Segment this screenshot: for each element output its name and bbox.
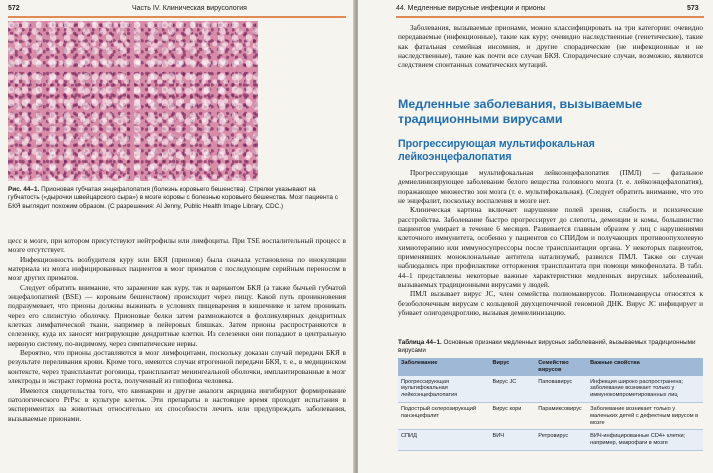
right-paragraph: ПМЛ вызывает вирус JC, член семейства полиомавирусов. Полиомавирусы относятся к безоболочечным вирусам с кольцевой двухцепочечной геномной ДНК. Вирус JC инфицирует и убивает олигодендроглию, вызывая демиелинизацию. (398, 289, 703, 318)
table-caption (398, 339, 703, 355)
table-row (398, 376, 703, 403)
table-cell: Вирус JC (490, 376, 536, 403)
table-cell: Вирус кори (490, 402, 536, 429)
table-cell: СПИД (398, 430, 490, 451)
right-header-rule (396, 16, 704, 18)
left-page-number: 572 (8, 5, 20, 12)
left-paragraph: цесс в мозге, при котором присутствуют нейтрофилы или лимфоциты. При TSE воспалительный процесс в мозге отсутствует. (8, 236, 346, 255)
right-paragraph: Прогрессирующая мультифокальная лейкоэнцефалопатия (ПМЛ) — фатальное демиелинизирующее заболевание белого вещества головного мозга (т. е. лейкоэнцефалопатия), поражающее множество зон мозга (т. е. мультифокальная). (Следует обратить внимание, что это не энцефалит, поскольку воспаления в мозге нет. (398, 168, 703, 206)
table-cell: Инфекция широко распространена; заболевание возникает только у иммунокомпрометированных лиц (587, 376, 703, 403)
table-caption-label: Таблица 44–1. (398, 339, 442, 346)
left-page (0, 0, 355, 473)
table-caption-text: Основные признаки медленных вирусных заболеваний, вызываемых традиционными вирусами (398, 339, 696, 354)
table-header-cell: Семейство вирусов (535, 358, 587, 376)
table-header-cell: Важные свойства (587, 358, 703, 376)
right-body (398, 168, 703, 318)
table-header-row (398, 358, 703, 376)
subsection-title: Прогрессирующая мультифокальная лейкоэнцефалопатия (398, 138, 595, 163)
left-header-rule (8, 16, 346, 18)
table-cell: Заболевание возникает только у маленьких детей с дефектным вирусом в мозге (587, 402, 703, 429)
left-running-head: Часть IV. Клиническая вирусология (132, 5, 247, 12)
slow-virus-table (398, 358, 703, 451)
table-cell: Паповавирус (535, 376, 587, 403)
section-title: Медленные заболевания, вызываемые традиционными вирусами (398, 97, 643, 126)
right-paragraph: Клиническая картина включает нарушение полей зрения, слабость и психические расстройства. Заболевание быстро прогрессирует до слепоты, деменции и комы, большинство пациентов умирает в течение 6 месяцев. Развивается главным образом у лиц с нарушениями клеточного иммунитета, особенно у пациентов со СПИДом и получающих противоопухолевую химиотерапию или иммуносупрессоры после трансплантации органа. У некоторых пациентов, применявших моноклональные антитела натализумаб, развился ПМЛ. Также он случаи наблюдались при профилактике отторжения трансплантата при помощи микофенолата. В табл. 44–1 представлены некоторые важные характеристики медленных вирусных заболеваний, вызываемых традиционными вирусами у людей. (398, 205, 703, 290)
intro-paragraph: Заболевания, вызываемые прионами, можно классифицировать на три категории: очевидно передаваемые (инфекционные), такие как куру; очевидно наследственные (генетические), такие как фатальная семейная инсомния, и другие спорадические (не инфекционные и не наследственные), такие как почти все случаи БКЯ. Спорадические случаи, возможно, являются следствием спонтанных соматических мутаций. (398, 23, 703, 70)
table-cell: Прогрессирующая мультифокальная лейкоэнцефалопатия (398, 376, 490, 403)
right-page-number: 573 (687, 5, 699, 12)
left-paragraph: Инфекционность возбудителя куру или БКЯ (прионов) была сначала установлена по инокуляции материала из мозга инфицированных пациентов в мозг приматов с последующим серийным переносом в мозг других приматов. (8, 254, 346, 283)
table-row (398, 402, 703, 429)
figure-caption-label: Рис. 44–1. (8, 186, 40, 193)
table-row (398, 430, 703, 451)
right-running-head: 44. Медленные вирусные инфекции и прионы (396, 5, 546, 12)
table-cell: Подострый склерозирующий панэнцефалит (398, 402, 490, 429)
table-header-cell: Вирус (490, 358, 536, 376)
figure-caption (8, 186, 343, 211)
table-cell: Ретровирус (535, 430, 587, 451)
table-cell: ВИЧ-инфицированные CD4+ клетки; например, макрофаги в мозге (587, 430, 703, 451)
table-cell: Парамиксовирус (535, 402, 587, 429)
table-header-cell: Заболевание (398, 358, 490, 376)
table-cell: ВИЧ (490, 430, 536, 451)
left-paragraph: Имеются свидетельства того, что квинакрин и другие аналоги акридина ингибируют формирование патологического PrPsc в культуре клеток. Эти препараты в настоящее время проходят испытания в экспериментах на животных относительно их способности лечить или предупреждать заболевания, вызываемые прионами. (8, 385, 346, 423)
micrograph-image (8, 21, 258, 181)
right-intro (398, 23, 703, 70)
left-paragraph: Следует обратить внимание, что заражение как куру, так и вариантом БКЯ (а также бычьей губчатой энцефалопатией (BSE) — коровьим бешенством) происходит через пищу. Какой путь проникновения подразумевает, что прионы должны выживать в условиях пищеварения в кишечнике и затем проникать через его слизистую оболочку. Прионовые белки затем размножаются в фолликулярных дендритных клетках лимфатической ткани, например в пейеровых бляшках. Затем прионы распространяются в селезенку, куда их заносят мигрирующие дендритные клетки. Из селезенки они попадают в центральную нервную систему, по-видимому, через симпатические нервы. (8, 282, 346, 348)
figure-caption-text: Прионовая губчатая энцефалопатия (болезнь коровьего бешенства). Стрелки указывают на губчатость («дырочки швейцарского сыра») в мозге коровы с болезнью коровьего бешенства. Мозг пациента с БКЯ выглядит похожим образом. (С разрешения: Al Jenny, Public Health Image Library, CDC.) (8, 186, 338, 210)
left-body (8, 236, 346, 423)
left-paragraph: Вероятно, что прионы доставляются в мозг лимфоцитами, поскольку доказан случай передачи БКЯ в результате переливания крови. Кроме того, имеются случаи ятрогенной передачи БКЯ, т. е., в медицинском контексте, через трансплантат роговицы, трансплантат менингеальной оболочки, имплантированные в мозг электроды и экстракт гормона роста, полученный из гипофиза человека. (8, 348, 346, 386)
